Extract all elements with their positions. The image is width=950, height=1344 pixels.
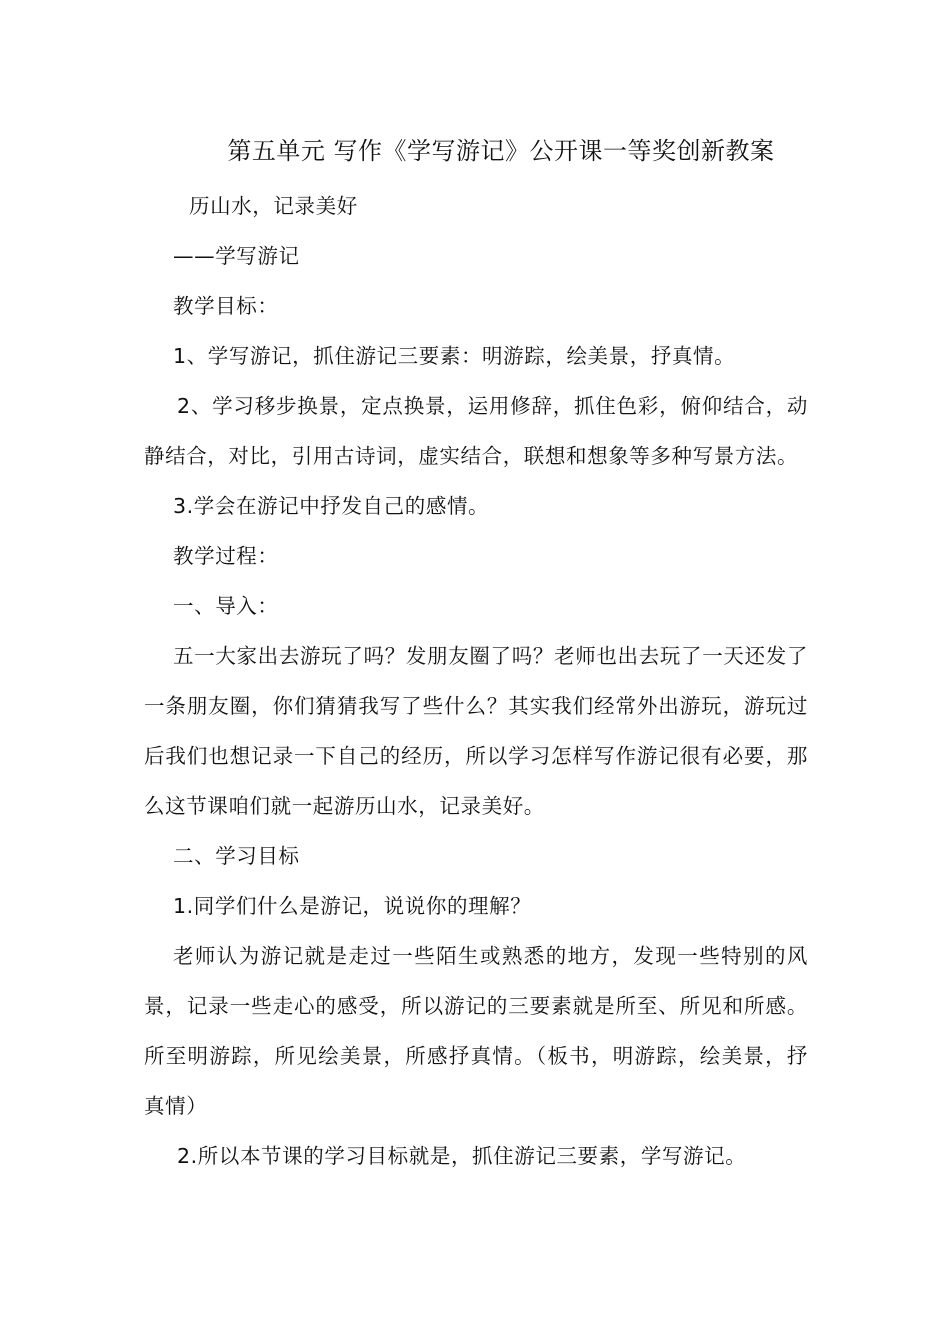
paragraph-heading-goals: 教学目标： <box>173 294 279 318</box>
paragraph-goal-2: 2、学习移步换景，定点换景，运用修辞，抓住色彩，俯仰结合，动静结合，对比，引用古诗词，虚实结合，联想和想象等多种写景方法。 <box>144 394 808 468</box>
paragraph-heading-intro: 一、导入： <box>173 594 279 618</box>
document-body <box>144 181 808 1181</box>
paragraph-lesson-goal: 2.所以本节课的学习目标就是，抓住游记三要素，学写游记。 <box>177 1144 747 1168</box>
paragraph-subtitle: 历山水，记录美好 <box>189 194 358 218</box>
paragraph-subtitle-dash: ——学写游记 <box>173 244 300 268</box>
paragraph-goal-1: 1、学写游记，抓住游记三要素：明游踪，绘美景，抒真情。 <box>173 344 736 368</box>
paragraph-intro-text: 五一大家出去游玩了吗？发朋友圈了吗？老师也出去玩了一天还发了一条朋友圈，你们猜猜我写了些什么？其实我们经常外出游玩，游玩过后我们也想记录一下自己的经历，所以学习怎样写作游记很有必要，那么这节课咱们就一起游历山水，记录美好。 <box>144 644 808 818</box>
paragraph-heading-process: 教学过程： <box>173 544 279 568</box>
paragraph-goal-3: 3.学会在游记中抒发自己的感情。 <box>173 494 490 518</box>
paragraph-teacher-view: 老师认为游记就是走过一些陌生或熟悉的地方，发现一些特别的风景，记录一些走心的感受，所以游记的三要素就是所至、所见和所感。所至明游踪，所见绘美景，所感抒真情。（板书，明游踪，绘美景，抒真情） <box>144 944 808 1118</box>
document-title: 第五单元 写作《学写游记》公开课一等奖创新教案 <box>227 137 775 165</box>
paragraph-heading-learning-goals: 二、学习目标 <box>173 844 300 868</box>
paragraph-question: 1.同学们什么是游记，说说你的理解？ <box>173 894 532 918</box>
